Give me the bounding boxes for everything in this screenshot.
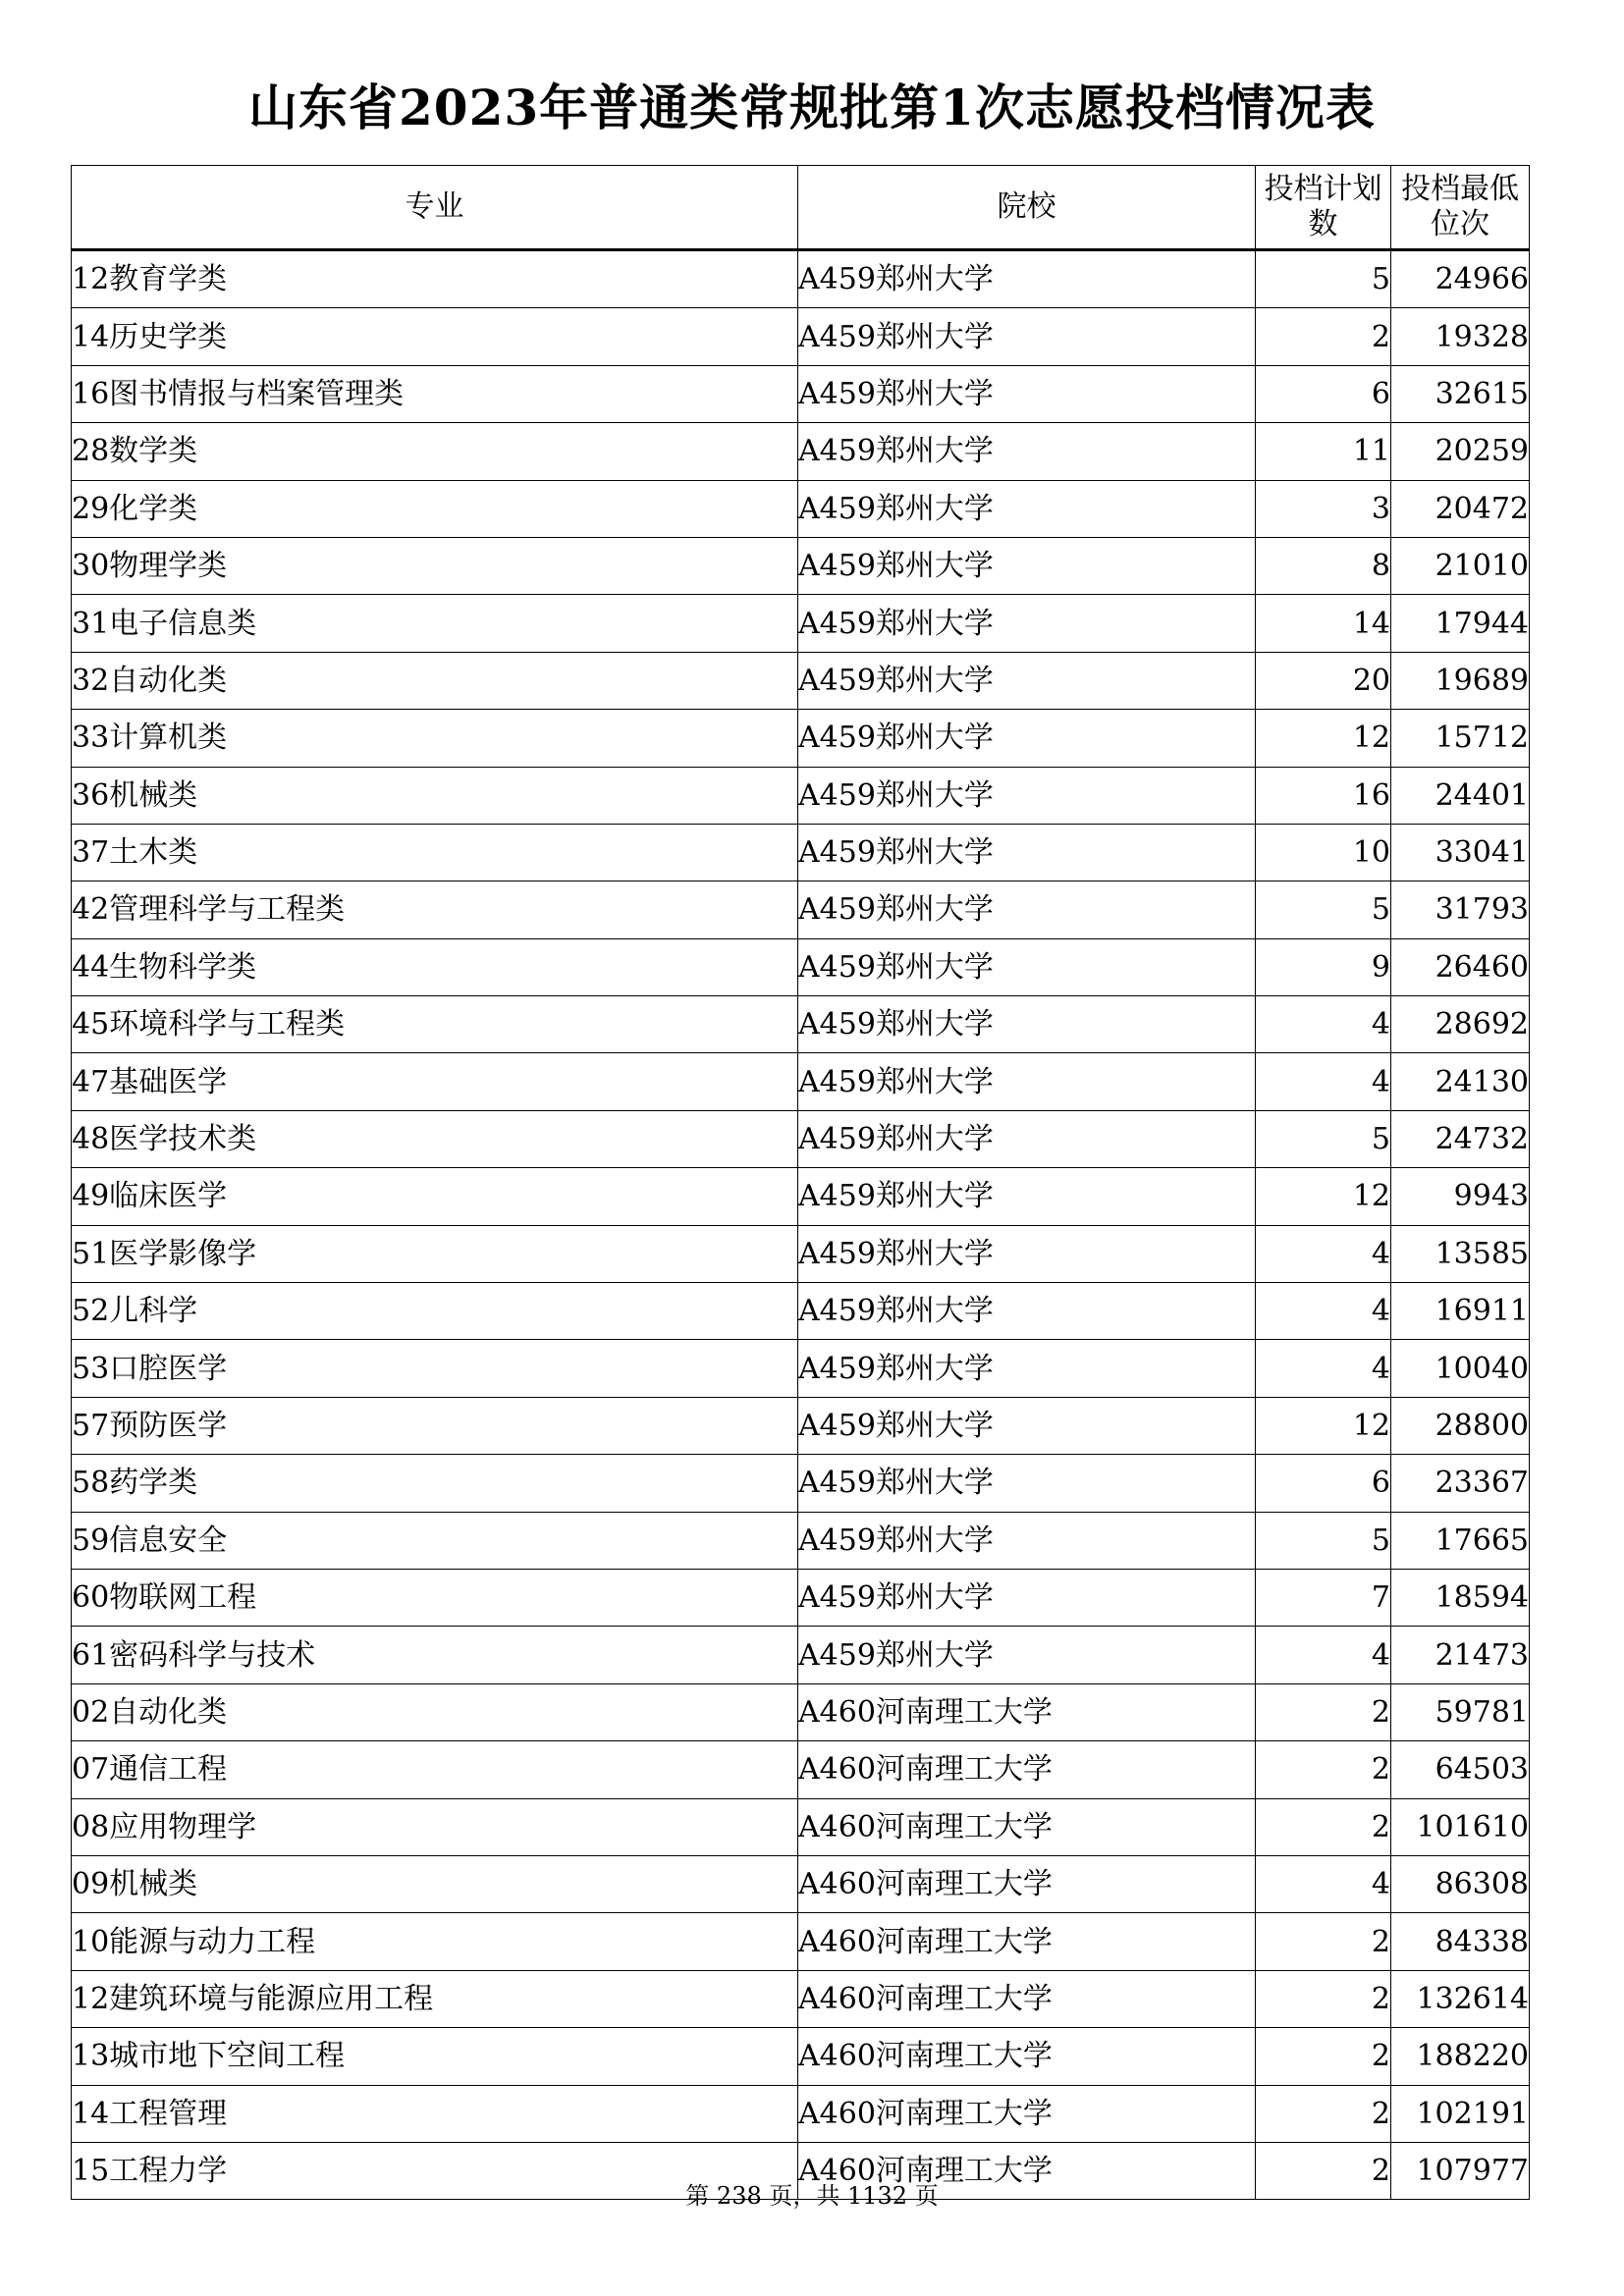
cell-min-rank: 19689 bbox=[1391, 652, 1530, 709]
table-row bbox=[72, 365, 1530, 422]
cell-plan: 6 bbox=[1256, 1455, 1391, 1512]
cell-plan: 8 bbox=[1256, 537, 1391, 594]
cell-major: 08应用物理学 bbox=[72, 1798, 798, 1855]
cell-min-rank: 102191 bbox=[1391, 2085, 1530, 2142]
cell-plan: 4 bbox=[1256, 996, 1391, 1053]
cell-min-rank: 26460 bbox=[1391, 938, 1530, 995]
cell-plan: 12 bbox=[1256, 1397, 1391, 1454]
cell-school: A459郑州大学 bbox=[798, 1340, 1256, 1397]
cell-plan: 2 bbox=[1256, 308, 1391, 365]
table-row bbox=[72, 1569, 1530, 1626]
cell-plan: 4 bbox=[1256, 1627, 1391, 1683]
table-row bbox=[72, 652, 1530, 709]
cell-min-rank: 17665 bbox=[1391, 1512, 1530, 1569]
cell-school: A459郑州大学 bbox=[798, 365, 1256, 422]
cell-plan: 5 bbox=[1256, 881, 1391, 938]
cell-min-rank: 17944 bbox=[1391, 595, 1530, 652]
cell-plan: 5 bbox=[1256, 250, 1391, 308]
table-row bbox=[72, 824, 1530, 881]
table-row bbox=[72, 595, 1530, 652]
cell-min-rank: 13585 bbox=[1391, 1225, 1530, 1282]
cell-min-rank: 19328 bbox=[1391, 308, 1530, 365]
cell-major: 45环境科学与工程类 bbox=[72, 996, 798, 1053]
cell-plan: 4 bbox=[1256, 1283, 1391, 1340]
cell-school: A460河南理工大学 bbox=[798, 2028, 1256, 2085]
cell-school: A459郑州大学 bbox=[798, 652, 1256, 709]
table-row bbox=[72, 537, 1530, 594]
cell-min-rank: 21473 bbox=[1391, 1627, 1530, 1683]
table-row bbox=[72, 710, 1530, 767]
cell-min-rank: 64503 bbox=[1391, 1741, 1530, 1798]
cell-plan: 14 bbox=[1256, 595, 1391, 652]
page-title: 山东省2023年普通类常规批第1次志愿投档情况表 bbox=[248, 79, 1376, 136]
table-row bbox=[72, 308, 1530, 365]
cell-plan: 4 bbox=[1256, 1225, 1391, 1282]
cell-major: 57预防医学 bbox=[72, 1397, 798, 1454]
cell-school: A460河南理工大学 bbox=[798, 1683, 1256, 1740]
cell-plan: 9 bbox=[1256, 938, 1391, 995]
cell-major: 10能源与动力工程 bbox=[72, 1913, 798, 1970]
cell-plan: 10 bbox=[1256, 824, 1391, 881]
table-row bbox=[72, 1683, 1530, 1740]
table-row bbox=[72, 2028, 1530, 2085]
table-row bbox=[72, 881, 1530, 938]
cell-school: A459郑州大学 bbox=[798, 250, 1256, 308]
cell-plan: 4 bbox=[1256, 1855, 1391, 1912]
cell-major: 29化学类 bbox=[72, 480, 798, 537]
table-row bbox=[72, 996, 1530, 1053]
cell-min-rank: 33041 bbox=[1391, 824, 1530, 881]
cell-school: A459郑州大学 bbox=[798, 996, 1256, 1053]
cell-min-rank: 20472 bbox=[1391, 480, 1530, 537]
cell-plan: 12 bbox=[1256, 710, 1391, 767]
cell-major: 61密码科学与技术 bbox=[72, 1627, 798, 1683]
cell-major: 48医学技术类 bbox=[72, 1110, 798, 1167]
cell-plan: 16 bbox=[1256, 767, 1391, 824]
cell-min-rank: 31793 bbox=[1391, 881, 1530, 938]
cell-major: 31电子信息类 bbox=[72, 595, 798, 652]
table-body bbox=[72, 250, 1530, 2200]
cell-major: 32自动化类 bbox=[72, 652, 798, 709]
cell-major: 59信息安全 bbox=[72, 1512, 798, 1569]
table-header-row bbox=[72, 166, 1530, 250]
table-row bbox=[72, 1913, 1530, 1970]
cell-min-rank: 32615 bbox=[1391, 365, 1530, 422]
cell-school: A459郑州大学 bbox=[798, 1627, 1256, 1683]
cell-min-rank: 59781 bbox=[1391, 1683, 1530, 1740]
cell-major: 15工程力学 bbox=[72, 2142, 798, 2199]
cell-plan: 2 bbox=[1256, 2028, 1391, 2085]
table-row bbox=[72, 423, 1530, 480]
cell-major: 02自动化类 bbox=[72, 1683, 798, 1740]
header-min-rank: 投档最低位次 bbox=[1391, 166, 1530, 250]
cell-major: 58药学类 bbox=[72, 1455, 798, 1512]
cell-major: 12建筑环境与能源应用工程 bbox=[72, 1970, 798, 2027]
cell-major: 49临床医学 bbox=[72, 1168, 798, 1225]
cell-major: 09机械类 bbox=[72, 1855, 798, 1912]
cell-school: A459郑州大学 bbox=[798, 767, 1256, 824]
cell-plan: 2 bbox=[1256, 1970, 1391, 2027]
cell-min-rank: 21010 bbox=[1391, 537, 1530, 594]
cell-school: A459郑州大学 bbox=[798, 595, 1256, 652]
table-row bbox=[72, 1110, 1530, 1167]
cell-min-rank: 9943 bbox=[1391, 1168, 1530, 1225]
cell-plan: 2 bbox=[1256, 2085, 1391, 2142]
cell-min-rank: 24130 bbox=[1391, 1053, 1530, 1110]
cell-school: A459郑州大学 bbox=[798, 423, 1256, 480]
cell-school: A460河南理工大学 bbox=[798, 2142, 1256, 2199]
cell-plan: 12 bbox=[1256, 1168, 1391, 1225]
cell-min-rank: 188220 bbox=[1391, 2028, 1530, 2085]
cell-plan: 5 bbox=[1256, 1512, 1391, 1569]
table-row bbox=[72, 1512, 1530, 1569]
cell-school: A459郑州大学 bbox=[798, 1455, 1256, 1512]
table-row bbox=[72, 1798, 1530, 1855]
cell-min-rank: 84338 bbox=[1391, 1913, 1530, 1970]
cell-school: A460河南理工大学 bbox=[798, 1741, 1256, 1798]
table-row bbox=[72, 1970, 1530, 2027]
cell-min-rank: 28800 bbox=[1391, 1397, 1530, 1454]
cell-school: A459郑州大学 bbox=[798, 1053, 1256, 1110]
cell-school: A459郑州大学 bbox=[798, 308, 1256, 365]
cell-major: 51医学影像学 bbox=[72, 1225, 798, 1282]
table-row bbox=[72, 1283, 1530, 1340]
header-school: 院校 bbox=[798, 166, 1256, 250]
cell-plan: 4 bbox=[1256, 1340, 1391, 1397]
table-row bbox=[72, 1225, 1530, 1282]
cell-plan: 2 bbox=[1256, 1683, 1391, 1740]
cell-school: A460河南理工大学 bbox=[798, 1798, 1256, 1855]
cell-min-rank: 24966 bbox=[1391, 250, 1530, 308]
cell-major: 37土木类 bbox=[72, 824, 798, 881]
cell-major: 47基础医学 bbox=[72, 1053, 798, 1110]
cell-min-rank: 86308 bbox=[1391, 1855, 1530, 1912]
cell-min-rank: 24401 bbox=[1391, 767, 1530, 824]
cell-major: 16图书情报与档案管理类 bbox=[72, 365, 798, 422]
table-row bbox=[72, 1168, 1530, 1225]
cell-major: 30物理学类 bbox=[72, 537, 798, 594]
cell-school: A460河南理工大学 bbox=[798, 1970, 1256, 2027]
table-row bbox=[72, 1455, 1530, 1512]
table-row bbox=[72, 1627, 1530, 1683]
cell-school: A459郑州大学 bbox=[798, 537, 1256, 594]
cell-min-rank: 10040 bbox=[1391, 1340, 1530, 1397]
cell-school: A459郑州大学 bbox=[798, 1225, 1256, 1282]
cell-plan: 2 bbox=[1256, 2142, 1391, 2199]
cell-major: 28数学类 bbox=[72, 423, 798, 480]
cell-major: 60物联网工程 bbox=[72, 1569, 798, 1626]
cell-school: A460河南理工大学 bbox=[798, 1855, 1256, 1912]
cell-min-rank: 107977 bbox=[1391, 2142, 1530, 2199]
cell-min-rank: 23367 bbox=[1391, 1455, 1530, 1512]
cell-school: A460河南理工大学 bbox=[798, 1913, 1256, 1970]
table-row bbox=[72, 480, 1530, 537]
cell-major: 14历史学类 bbox=[72, 308, 798, 365]
cell-min-rank: 20259 bbox=[1391, 423, 1530, 480]
cell-plan: 4 bbox=[1256, 1053, 1391, 1110]
cell-major: 42管理科学与工程类 bbox=[72, 881, 798, 938]
cell-school: A459郑州大学 bbox=[798, 1512, 1256, 1569]
cell-school: A459郑州大学 bbox=[798, 1110, 1256, 1167]
table-row bbox=[72, 2085, 1530, 2142]
cell-school: A459郑州大学 bbox=[798, 1569, 1256, 1626]
table-row bbox=[72, 1741, 1530, 1798]
cell-major: 14工程管理 bbox=[72, 2085, 798, 2142]
cell-major: 07通信工程 bbox=[72, 1741, 798, 1798]
cell-major: 33计算机类 bbox=[72, 710, 798, 767]
table-row bbox=[72, 1053, 1530, 1110]
cell-major: 36机械类 bbox=[72, 767, 798, 824]
cell-major: 44生物科学类 bbox=[72, 938, 798, 995]
table-row bbox=[72, 1340, 1530, 1397]
cell-min-rank: 15712 bbox=[1391, 710, 1530, 767]
table-row bbox=[72, 938, 1530, 995]
cell-plan: 2 bbox=[1256, 1741, 1391, 1798]
cell-major: 53口腔医学 bbox=[72, 1340, 798, 1397]
cell-school: A459郑州大学 bbox=[798, 1397, 1256, 1454]
table-row bbox=[72, 1855, 1530, 1912]
cell-school: A459郑州大学 bbox=[798, 881, 1256, 938]
cell-plan: 2 bbox=[1256, 1798, 1391, 1855]
cell-min-rank: 28692 bbox=[1391, 996, 1530, 1053]
table-row bbox=[72, 767, 1530, 824]
cell-major: 12教育学类 bbox=[72, 250, 798, 308]
cell-school: A459郑州大学 bbox=[798, 480, 1256, 537]
cell-min-rank: 132614 bbox=[1391, 1970, 1530, 2027]
cell-school: A459郑州大学 bbox=[798, 710, 1256, 767]
cell-plan: 3 bbox=[1256, 480, 1391, 537]
cell-school: A459郑州大学 bbox=[798, 1168, 1256, 1225]
cell-plan: 7 bbox=[1256, 1569, 1391, 1626]
header-major: 专业 bbox=[72, 166, 798, 250]
cell-school: A460河南理工大学 bbox=[798, 2085, 1256, 2142]
cell-school: A459郑州大学 bbox=[798, 1283, 1256, 1340]
page-footer: 第 238 页，共 1132 页 bbox=[685, 2182, 939, 2210]
cell-plan: 5 bbox=[1256, 1110, 1391, 1167]
cell-min-rank: 101610 bbox=[1391, 1798, 1530, 1855]
table-row bbox=[72, 1397, 1530, 1454]
cell-major: 52儿科学 bbox=[72, 1283, 798, 1340]
cell-min-rank: 24732 bbox=[1391, 1110, 1530, 1167]
cell-min-rank: 16911 bbox=[1391, 1283, 1530, 1340]
cell-min-rank: 18594 bbox=[1391, 1569, 1530, 1626]
cell-major: 13城市地下空间工程 bbox=[72, 2028, 798, 2085]
cell-school: A459郑州大学 bbox=[798, 824, 1256, 881]
cell-plan: 11 bbox=[1256, 423, 1391, 480]
table-row bbox=[72, 250, 1530, 308]
admissions-table bbox=[71, 165, 1530, 2200]
cell-plan: 20 bbox=[1256, 652, 1391, 709]
cell-school: A459郑州大学 bbox=[798, 938, 1256, 995]
cell-plan: 2 bbox=[1256, 1913, 1391, 1970]
cell-plan: 6 bbox=[1256, 365, 1391, 422]
header-plan: 投档计划数 bbox=[1256, 166, 1391, 250]
